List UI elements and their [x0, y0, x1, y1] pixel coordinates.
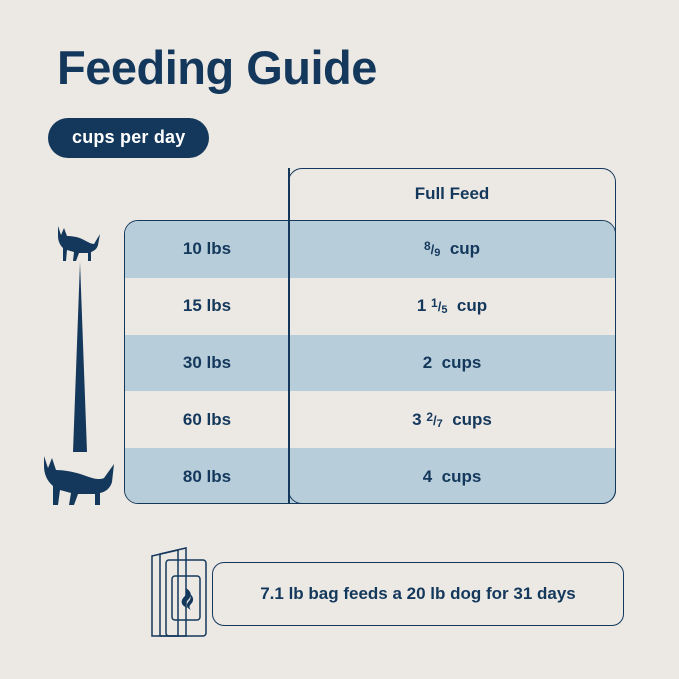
amount-whole: 3 — [412, 409, 422, 429]
page-title: Feeding Guide — [57, 41, 377, 94]
table-row — [125, 335, 615, 392]
fraction-denominator: 9 — [434, 247, 441, 260]
row-weight: 10 lbs — [182, 239, 232, 259]
amount-unit: cups — [441, 352, 482, 372]
amount-unit: cup — [449, 239, 481, 259]
large-dog-icon — [40, 452, 120, 508]
bag-duration-note: 7.1 lb bag feeds a 20 lb dog for 31 days — [212, 562, 624, 626]
row-amount — [289, 353, 615, 373]
cups-per-day-badge: cups per day — [48, 118, 209, 158]
fraction-numerator: 2 — [426, 409, 433, 424]
amount-whole: 1 — [416, 296, 427, 316]
row-amount: 8/9 cup — [423, 239, 481, 260]
size-wedge-icon — [68, 262, 92, 452]
row-amount: 3 2/7 cups — [412, 409, 492, 430]
table-row — [125, 448, 615, 504]
fraction-denominator: 5 — [441, 304, 448, 317]
fraction-denominator: 7 — [436, 417, 443, 430]
row-weight: 30 lbs — [182, 352, 232, 372]
feeding-table — [124, 168, 624, 508]
fraction-numerator: 1 — [431, 296, 438, 311]
amount-unit: cups — [441, 466, 482, 486]
row-amount — [289, 467, 615, 487]
table-row — [125, 278, 615, 335]
column-divider — [288, 168, 290, 504]
row-weight: 80 lbs — [182, 466, 232, 486]
small-dog-icon — [52, 222, 106, 264]
table-row — [125, 391, 615, 448]
food-bag-icon — [140, 540, 226, 644]
row-weight: 60 lbs — [182, 409, 232, 429]
amount-whole: 2 — [422, 352, 433, 372]
row-amount: 1 1/5 cup — [416, 296, 488, 317]
amount-unit: cups — [452, 409, 492, 429]
table-rows — [124, 220, 616, 504]
amount-unit: cup — [456, 296, 488, 316]
amount-whole: 4 — [422, 466, 433, 486]
row-weight: 15 lbs — [182, 296, 232, 316]
full-feed-header: Full Feed — [414, 184, 490, 203]
table-row — [125, 221, 615, 278]
fraction-numerator: 8 — [423, 239, 431, 254]
